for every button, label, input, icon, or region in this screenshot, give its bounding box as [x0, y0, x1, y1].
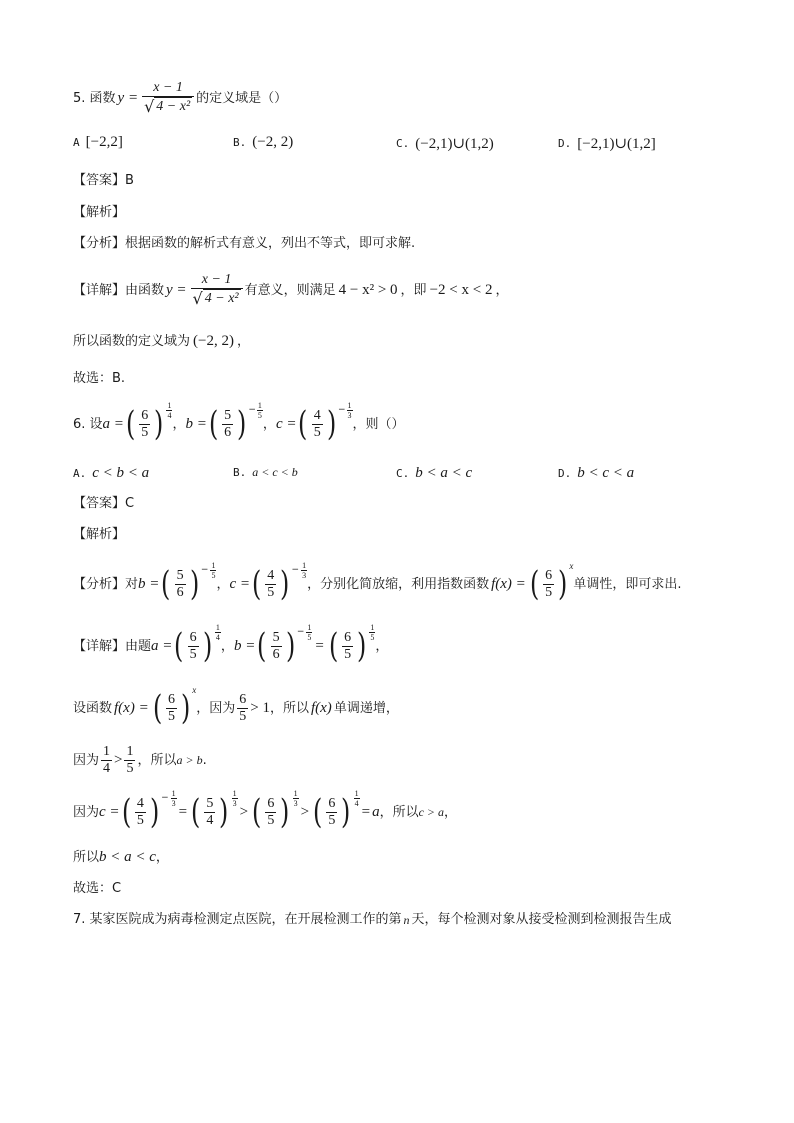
q5-radicand: 4 − x²	[156, 99, 191, 114]
q6-set-function: 设函数 f(x) = ( $\frac{6}{5}$ ) x ，因为 $\frac{6}{5}$ > 1 ，所以 f(x) 单调递增，	[73, 684, 399, 728]
q6-because-1: 因为 $\frac{1}{4}$ > $\frac{1}{5}$ ，所以 a > b .	[73, 743, 207, 776]
q6-fenxi: 【分析】对 b = ( $\frac{5}{6}$ ) − 1 5 ， c = ( $\frac{4}{5}$ ) − 1 3 ，分别化简放缩，利用指数函数 f(x) = ( $\frac{6}{5}$ ) x 单调性，即可求出.	[73, 560, 682, 604]
q6-answer: 【答案】C	[73, 496, 135, 511]
q5-answer: 【答案】B	[73, 173, 134, 188]
q5-option-d[interactable]: D. [−2,1)∪(1,2]	[558, 136, 656, 152]
q6-choose: 故选：C	[73, 881, 122, 896]
q5-option-c[interactable]: C. (−2,1)∪(1,2)	[396, 136, 494, 152]
q5-option-b[interactable]: B. (−2, 2)	[233, 134, 294, 150]
q6-option-b[interactable]: B. a < c < b	[233, 465, 298, 479]
q5-stem-prefix: 5. 函数	[73, 91, 116, 106]
q6-analysis-head: 【解析】	[73, 527, 126, 542]
q6-option-d[interactable]: D. b < c < a	[558, 465, 635, 481]
q5-domain: 所以函数的定义域为 (−2, 2) ，	[73, 333, 250, 349]
q6-so: 所以 b < a < c ，	[73, 849, 169, 865]
q5-option-a[interactable]: A [−2,2]	[73, 134, 123, 150]
q6-option-c[interactable]: C. b < a < c	[396, 465, 473, 481]
q5-numerator: x − 1	[153, 80, 183, 95]
q5-analysis-head: 【解析】	[73, 205, 126, 220]
q6-detail: 【详解】由题 a = ( $\frac{6}{5}$ ) 1 4 ， b = ( $\frac{5}{6}$ ) − 1 5 = ( $\frac{6}{5}$ ) 1 5 ，	[73, 622, 389, 666]
q5-y-eq: y =	[117, 90, 139, 106]
q5-detail: 【详解】由函数 y = x − 1 √ 4 − x² 有意义，则满足 4 − x² > 0 ，即 −2 < x < 2 ，	[73, 272, 509, 308]
q6-because-2: 因为 c = ( $\frac{4}{5}$ ) − 1 3 = ( $\frac{5}{4}$ ) 1 3 > ( $\frac{6}{5}$ ) 1 3 > ( $\frac{6}{5}$ ) 1 4 = a ，所以 c > a ，	[73, 788, 458, 832]
q5-stem-suffix: 的定义域是（）	[196, 91, 288, 106]
q5-choose: 故选：B.	[73, 371, 126, 386]
q5-stem	[73, 80, 754, 117]
q5-fenxi: 【分析】根据函数的解析式有意义，列出不等式，即可求解.	[73, 236, 416, 251]
q6-stem: 6. 设 a = ( $\frac{6}{5}$ ) 1 4 ， b = ( $\frac{5}{6}$ ) − 1 5 ， c = ( $\frac{4}{5}$ ) − 1 3 ，则（）	[73, 400, 405, 444]
q7-stem: 7. 某家医院成为病毒检测定点医院，在开展检测工作的第 n 天，每个检测对象从接受检测到检测报告生成	[73, 912, 672, 927]
q5-fraction: x − 1 √ 4 − x²	[142, 80, 194, 117]
q6-option-a[interactable]: A. c < b < a	[73, 465, 150, 481]
